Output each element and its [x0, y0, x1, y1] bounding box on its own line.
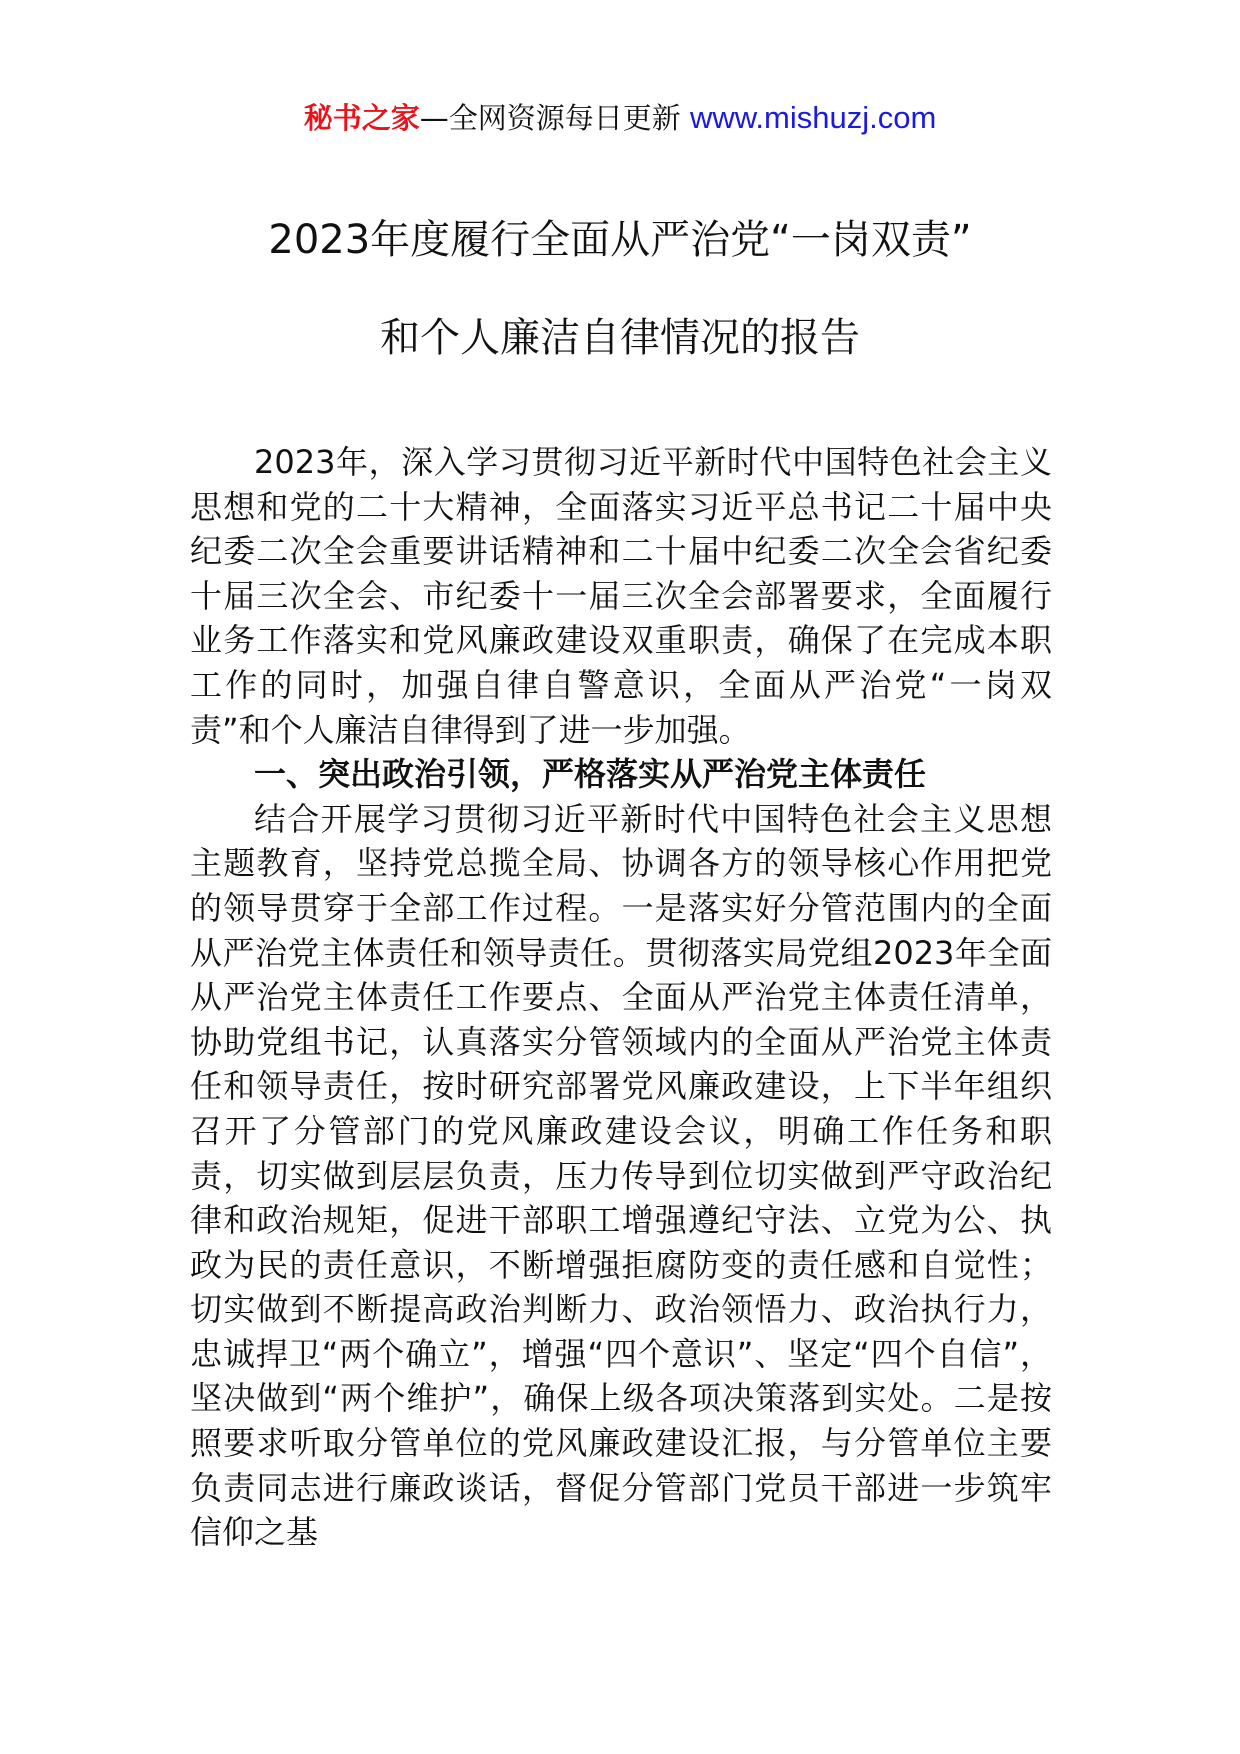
document-title — [0, 215, 1240, 363]
document-body — [190, 440, 1052, 1555]
section-heading-1: 一、突出政治引领，严格落实从严治党主体责任 — [254, 755, 927, 794]
section-1-paragraph: 结合开展学习贯彻习近平新时代中国特色社会主义思想主题教育，坚持党总揽全局、协调各方的领导核心作用把党的领导贯穿于全部工作过程。一是落实好分管范围内的全面从严治党主体责任和领导责任。贯彻落实局党组2023年全面从严治党主体责任工作要点、全面从严治党主体责任清单，协助党组书记，认真落实分管领域内的全面从严治党主体责任和领导责任，按时研究部署党风廉政建设，上下半年组织召开了分管部门的党风廉政建设会议，明确工作任务和职责，切实做到层层负责，压力传导到位切实做到严守政治纪律和政治规矩，促进干部职工增强遵纪守法、立党为公、执政为民的责任意识，不断增强拒腐防变的责任感和自觉性；切实做到不断提高政治判断力、政治领悟力、政治执行力，忠诚捍卫“两个确立”，增强“四个意识”、坚定“四个自信”，坚决做到“两个维护”，确保上级各项决策落到实处。二是按照要求听取分管单位的党风廉政建设汇报，与分管单位主要负责同志进行廉政谈话，督促分管部门党员干部进一步筑牢信仰之基 — [190, 799, 1052, 1552]
header-banner — [0, 98, 1240, 138]
brand-name: 秘书之家 — [303, 101, 420, 135]
intro-paragraph: 2023年，深入学习贯彻习近平新时代中国特色社会主义思想和党的二十大精神，全面落实习近平总书记二十届中央纪委二次全会重要讲话精神和二十届中纪委二次全会省纪委十届三次全会、市纪委十一届三次全会部署要求，全面履行业务工作落实和党风廉政建设双重职责，确保了在完成本职工作的同时，加强自律自警意识，全面从严治党“一岗双责”和个人廉洁自律得到了进一步加强。 — [190, 443, 1052, 749]
site-url-link[interactable]: www.mishuzj.com — [689, 100, 937, 135]
title-line-2: 和个人廉洁自律情况的报告 — [380, 315, 860, 361]
title-line-1: 2023年度履行全面从严治党“一岗双责” — [268, 217, 972, 263]
header-tagline: —全网资源每日更新 — [419, 101, 681, 135]
